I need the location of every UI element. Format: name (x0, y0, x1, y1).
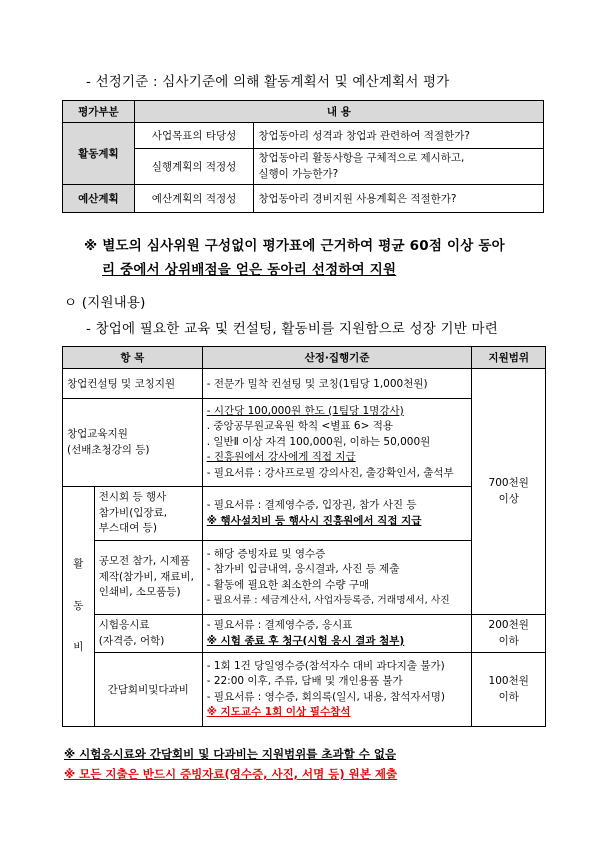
item-consulting: 창업컨설팅 및 코칭지원 (63, 369, 203, 399)
evaluation-table (62, 100, 544, 213)
criteria-consulting: - 전문가 밀착 컨설팅 및 코칭(1팀당 1,000천원) (202, 369, 472, 399)
support-table (62, 346, 546, 727)
eval-content: 창업동아리 성격과 창업과 관련하여 적절한가? (254, 123, 544, 149)
eval-item: 실행계획의 적정성 (134, 149, 254, 185)
item-exhibition: 전시회 등 행사 참가비(입장료, 부스대여 등) (94, 487, 202, 541)
item-education: 창업교육지원 (선배초청강의 등) (63, 399, 203, 487)
item-contest: 공모전 참가, 시제품 제작(참가비, 재료비, 인쇄비, 소모품등) (94, 541, 202, 615)
eval-category-budget: 예산계획 (63, 185, 135, 213)
range-100: 100천원 이하 (472, 653, 546, 727)
support-header-item: 항 목 (63, 347, 203, 369)
selection-criteria-line: - 선정기준 : 심사기준에 의해 활동계획서 및 예산계획서 평가 (86, 74, 450, 90)
criteria-education: - 시간당 100,000원 한도 (1팀당 1명강사) . 중앙공무원교육원 학칙 <별표 6> 적용 . 일반Ⅱ 이상 자격 100,000원, 이하는 50,000원 - 진흥원에서 강사에게 직접 지급 - 필요서류 : 강사프로필 강의사진, 출강확인서, 출석부 (202, 399, 472, 487)
selection-note-line2: 리 중에서 상위배점을 얻은 동아리 선정하여 지원 (102, 262, 397, 278)
support-heading: ㅇ (지원내용) (64, 295, 146, 311)
range-700: 700천원 이상 (472, 369, 546, 615)
eval-content: 창업동아리 경비지원 사용계획은 적절한가? (254, 185, 544, 213)
support-line: - 창업에 필요한 교육 및 컨설팅, 활동비를 지원함으로 성장 기반 마련 (86, 321, 498, 337)
footer-note-1: ※ 시험응시료와 간담회비 및 다과비는 지원범위를 초과할 수 없음 (64, 747, 397, 761)
eval-header-category: 평가부분 (63, 101, 135, 123)
footer-note-2: ※ 모든 지출은 반드시 증빙자료(영수증, 사진, 서명 등) 원본 제출 (64, 767, 398, 781)
eval-item: 예산계획의 적정성 (134, 185, 254, 213)
activity-cost-label: 활 동 비 (63, 487, 95, 727)
eval-category-activity: 활동계획 (63, 123, 135, 185)
eval-header-content: 내 용 (134, 101, 543, 123)
range-200: 200천원 이하 (472, 615, 546, 653)
criteria-exam: - 필요서류 : 결제영수증, 응시표 ※ 시험 종료 후 청구(시험 응시 결과 첨부) (202, 615, 472, 653)
item-meeting: 간담회비및다과비 (94, 653, 202, 727)
selection-note-line1: ※ 별도의 심사위원 구성없이 평가표에 근거하여 평균 60점 이상 동아 (84, 238, 505, 254)
criteria-meeting: - 1회 1건 당일영수증(참석자수 대비 과다지출 불가) - 22:00 이후, 주류, 담배 및 개인용품 불가 - 필요서류 : 영수증, 회의록(일시, 내용, 참석자서명) ※ 지도교수 1회 이상 필수참석 (202, 653, 472, 727)
support-header-range: 지원범위 (472, 347, 546, 369)
criteria-contest: - 해당 증빙자료 및 영수증 - 참가비 입금내역, 응시결과, 사진 등 제출 - 활동에 필요한 최소한의 수량 구매 - 필요서류 : 세금계산서, 사업자등록증, 거래명세서, 사진 (202, 541, 472, 615)
criteria-exhibition: - 필요서류 : 결제영수증, 입장권, 참가 사진 등 ※ 행사설치비 등 행사시 진흥원에서 직접 지급 (202, 487, 472, 541)
item-exam: 시험응시료 (자격증, 어학) (94, 615, 202, 653)
eval-content: 창업동아리 활동사항을 구체적으로 제시하고, 실행이 가능한가? (254, 149, 544, 185)
eval-item: 사업목표의 타당성 (134, 123, 254, 149)
support-header-criteria: 산정·집행기준 (202, 347, 472, 369)
